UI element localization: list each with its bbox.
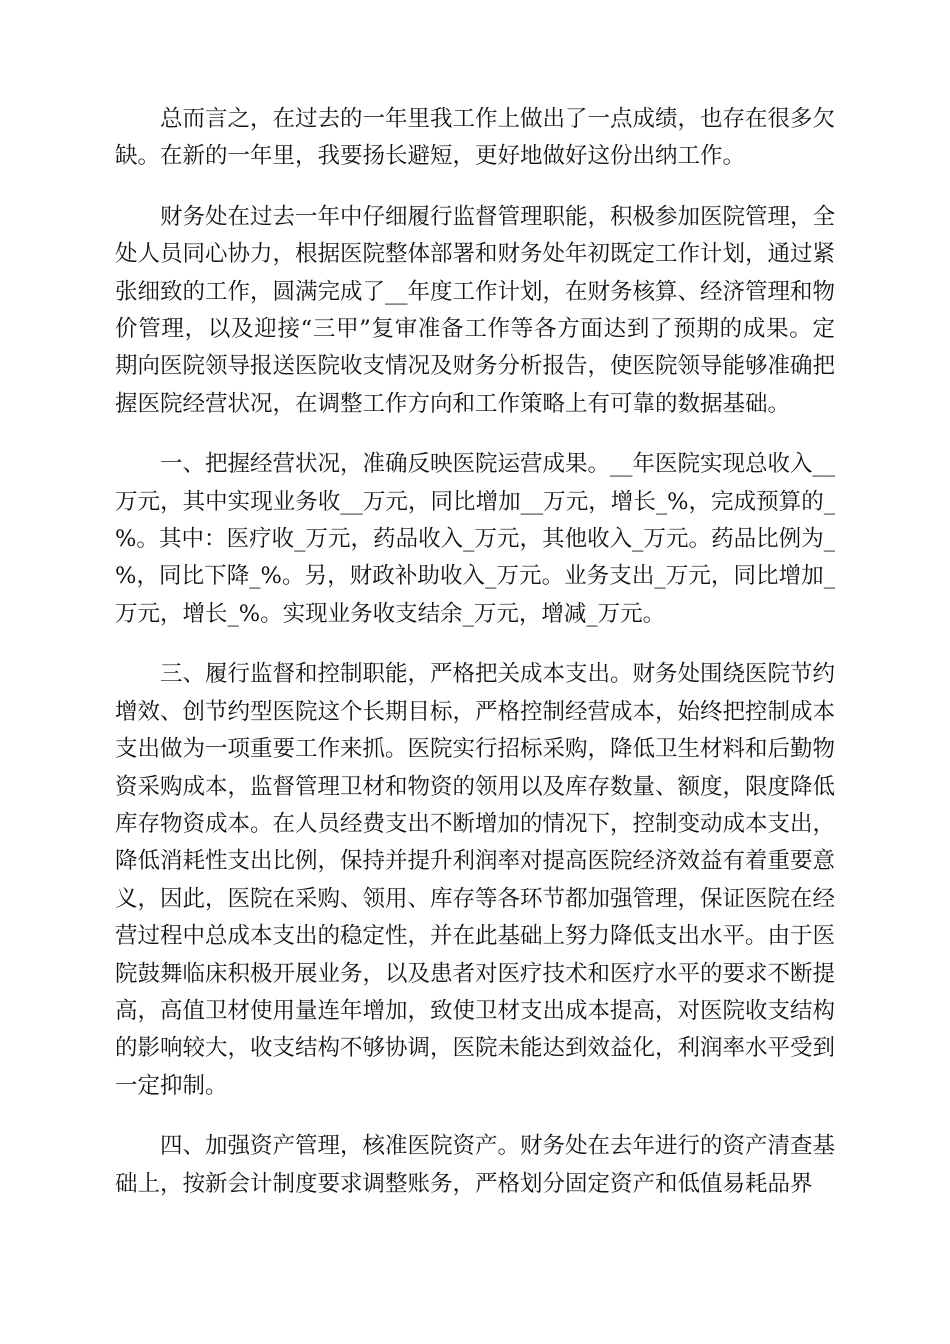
paragraph-section-three: 三、履行监督和控制职能，严格把关成本支出。财务处围绕医院节约增效、创节约型医院这个长期目标，严格控制经营成本，始终把控制成本支出做为一项重要工作来抓。医院实行招标采购，降低卫生材料和后勤物资采购成本，监督管理卫材和物资的领用以及库存数量、额度，限度降低库存物资成本。在人员经费支出不断增加的情况下，控制变动成本支出，降低消耗性支出比例，保持并提升利润率对提高医院经济效益有着重要意义，因此，医院在采购、领用、库存等各环节都加强管理，保证医院在经营过程中总成本支出的稳定性，并在此基础上努力降低支出水平。由于医院鼓舞临床积极开展业务，以及患者对医疗技术和医疗水平的要求不断提高，高值卫材使用量连年增加，致使卫材支出成本提高，对医院收支结构的影响较大，收支结构不够协调，医院未能达到效益化，利润率水平受到一定抑制。 — [115, 661, 836, 1099]
paragraph-finance-overview: 财务处在过去一年中仔细履行监督管理职能，积极参加医院管理，全处人员同心协力，根据医院整体部署和财务处年初既定工作计划，通过紧张细致的工作，圆满完成了__年度工作计划，在财务核算、经济管理和物价管理，以及迎接“三甲”复审准备工作等各方面达到了预期的成果。定期向医院领导报送医院收支情况及财务分析报告，使医院领导能够准确把握医院经营状况，在调整工作方向和工作策略上有可靠的数据基础。 — [115, 203, 836, 417]
paragraph-section-four: 四、加强资产管理，核准医院资产。财务处在去年进行的资产清查基础上，按新会计制度要求调整账务，严格划分固定资产和低值易耗品界 — [115, 1133, 836, 1197]
paragraph-summary: 总而言之，在过去的一年里我工作上做出了一点成绩，也存在很多欠缺。在新的一年里，我要扬长避短，更好地做好这份出纳工作。 — [115, 106, 836, 170]
document-page — [115, 101, 835, 1226]
paragraph-section-one: 一、把握经营状况，准确反映医院运营成果。__年医院实现总收入__万元，其中实现业务收__万元，同比增加__万元，增长_%，完成预算的_%。其中：医疗收_万元，药品收入_万元，其他收入_万元。药品比例为_%，同比下降_%。另，财政补助收入_万元。业务支出_万元，同比增加_万元，增长_%。实现业务收支结余_万元，增减_万元。 — [115, 451, 836, 627]
